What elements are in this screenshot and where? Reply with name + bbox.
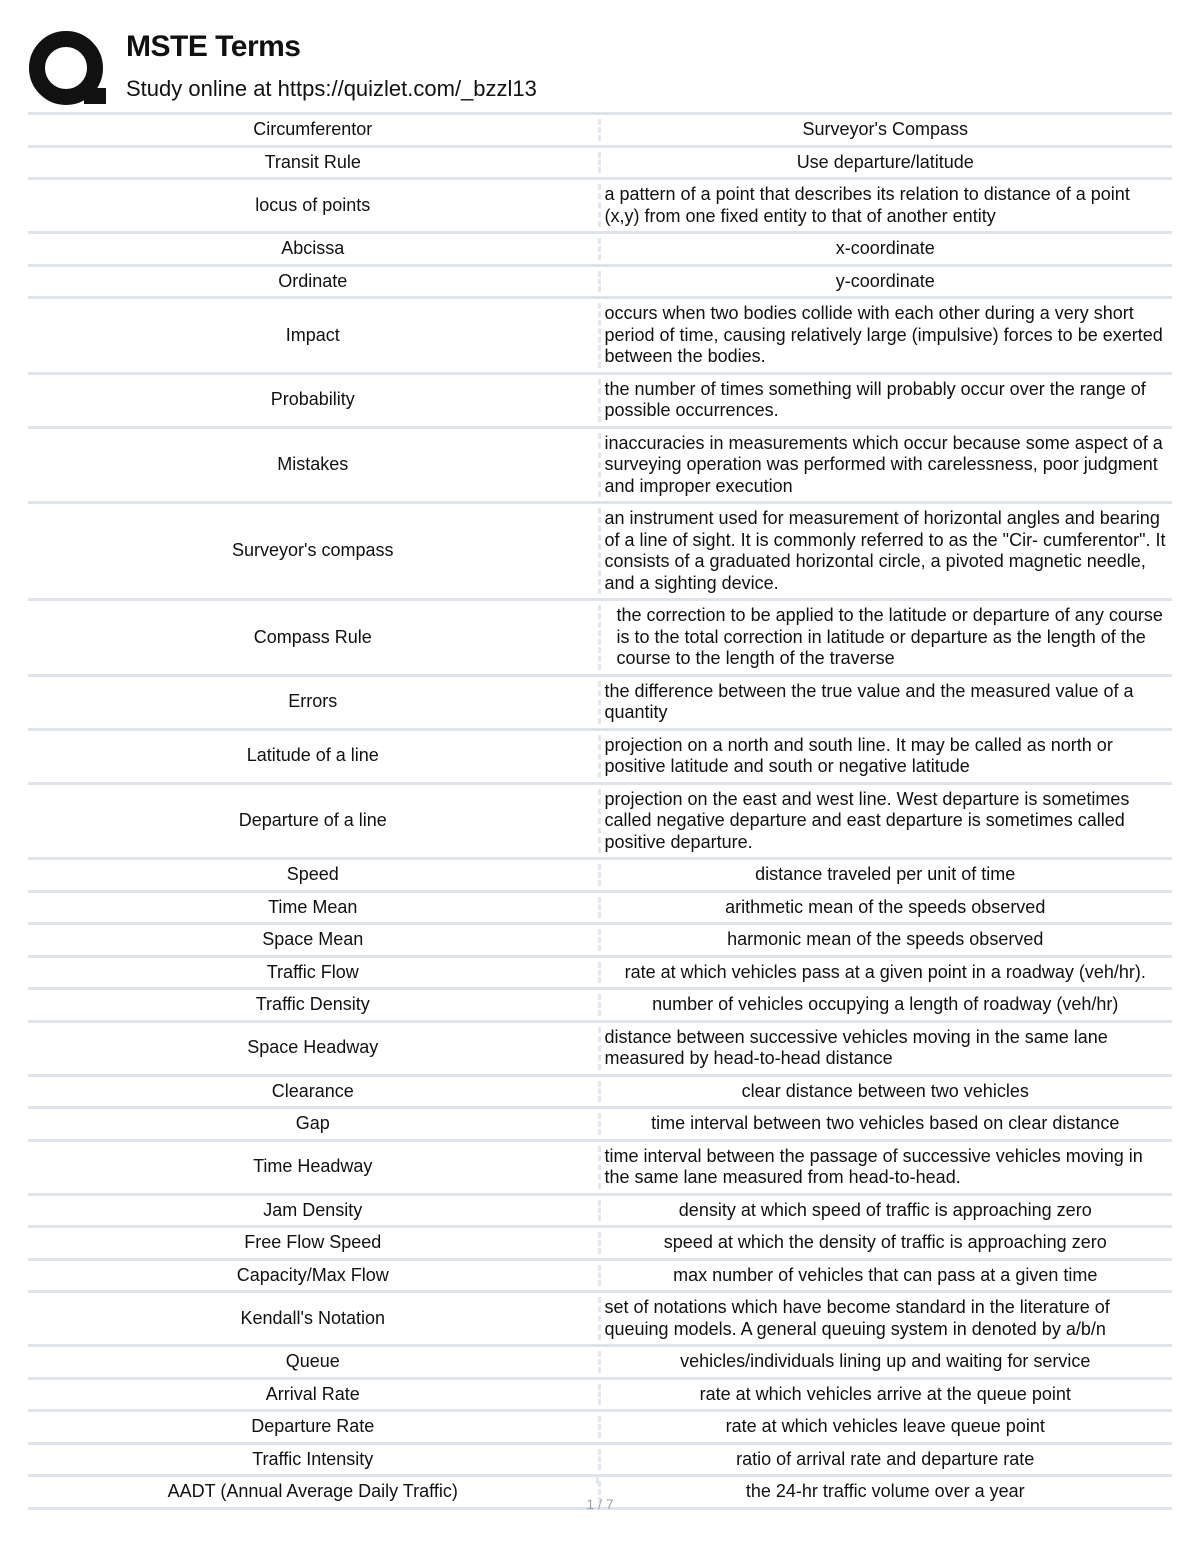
definition-text: occurs when two bodies collide with each other during a very short period of time, causing relatively large (impulsive) forces to be exerted between the bodies.	[604, 303, 1163, 366]
definition-text: distance traveled per unit of time	[755, 864, 1016, 884]
term-cell: Arrival Rate	[265, 1383, 360, 1404]
definition-cell	[601, 1347, 1173, 1377]
definition-cell	[601, 1380, 1173, 1410]
term-row	[28, 1293, 1172, 1347]
term-row	[28, 1412, 1172, 1445]
definition-cell	[601, 299, 1173, 372]
term-cell: Mistakes	[277, 454, 349, 474]
term-cell: Traffic Density	[255, 994, 370, 1014]
term-cell: Traffic Flow	[266, 961, 359, 982]
document-header	[28, 28, 1188, 110]
term-cell: Time Headway	[253, 1156, 373, 1177]
definition-text: projection on the east and west line. West departure is sometimes called negative departure and east departure is sometimes called positive departure.	[604, 788, 1130, 852]
definition-cell	[601, 1261, 1173, 1291]
page-title: MSTE Terms	[126, 30, 301, 63]
definition-cell	[601, 267, 1173, 297]
definition-text: a pattern of a point that describes its relation to distance of a point (x,y) from one fixed entity to that of another entity	[604, 184, 1130, 226]
definition-cell	[601, 1023, 1173, 1074]
study-online-link[interactable]: Study online at https://quizlet.com/_bzzl13	[126, 76, 537, 101]
definition-cell	[601, 1412, 1173, 1442]
definition-cell	[601, 1142, 1173, 1193]
definition-cell	[601, 1077, 1173, 1107]
definition-text: max number of vehicles that can pass at a given time	[673, 1264, 1098, 1285]
definition-cell	[601, 601, 1173, 674]
term-cell: AADT (Annual Average Daily Traffic)	[167, 1481, 458, 1501]
column-separator-tail	[596, 1476, 602, 1484]
term-row	[28, 1228, 1172, 1261]
definition-cell	[601, 990, 1173, 1020]
term-row	[28, 1380, 1172, 1413]
definition-cell	[601, 731, 1173, 782]
term-row	[28, 1347, 1172, 1380]
term-cell: Probability	[270, 389, 355, 410]
term-cell: Capacity/Max Flow	[236, 1264, 389, 1285]
definition-cell	[601, 429, 1173, 502]
definition-text: harmonic mean of the speeds observed	[727, 929, 1044, 949]
term-cell: Jam Density	[263, 1199, 363, 1220]
term-row	[28, 925, 1172, 958]
definition-text: rate at which vehicles pass at a given point in a roadway (veh/hr).	[624, 961, 1146, 982]
definition-text: time interval between two vehicles based on clear distance	[651, 1113, 1120, 1133]
term-cell: Free Flow Speed	[244, 1232, 382, 1252]
term-cell: Space Mean	[262, 929, 364, 949]
term-cell: Departure of a line	[238, 810, 387, 830]
definition-text: the correction to be applied to the latitude or departure of any course is to the total correction in latitude or departure as the length of the course to the length of the traverse	[616, 605, 1163, 668]
definition-cell	[601, 148, 1173, 178]
definition-cell	[601, 1196, 1173, 1226]
term-cell: Abcissa	[281, 238, 345, 258]
term-cell: Transit Rule	[264, 151, 361, 172]
term-row	[28, 860, 1172, 893]
term-cell: Surveyor's compass	[232, 540, 394, 561]
definition-cell	[601, 677, 1173, 728]
definition-text: distance between successive vehicles moving in the same lane measured by head-to-head distance	[604, 1026, 1108, 1068]
term-row	[28, 731, 1172, 785]
definition-text: number of vehicles occupying a length of roadway (veh/hr)	[652, 994, 1119, 1014]
term-cell: Errors	[288, 691, 338, 712]
definition-cell	[601, 504, 1173, 598]
term-cell: Space Headway	[247, 1037, 379, 1058]
definition-cell	[601, 375, 1173, 426]
term-row	[28, 1023, 1172, 1077]
term-row	[28, 180, 1172, 234]
definition-text: projection on a north and south line. It may be called as north or positive latitude and south or negative latitude	[604, 734, 1113, 776]
definition-text: ratio of arrival rate and departure rate	[736, 1448, 1035, 1469]
term-cell: Departure Rate	[251, 1416, 375, 1436]
definition-text: speed at which the density of traffic is approaching zero	[663, 1232, 1107, 1252]
definition-cell	[601, 785, 1173, 858]
term-row	[28, 148, 1172, 181]
definition-cell	[601, 860, 1173, 890]
definition-cell	[601, 958, 1173, 988]
term-cell: Queue	[285, 1351, 340, 1371]
term-row	[28, 234, 1172, 267]
definition-text: the number of times something will probably occur over the range of possible occurrences.	[604, 378, 1146, 420]
term-row	[28, 677, 1172, 731]
term-row	[28, 267, 1172, 300]
definition-text: density at which speed of traffic is approaching zero	[678, 1199, 1092, 1220]
definition-cell	[601, 1293, 1173, 1344]
term-cell: Clearance	[271, 1080, 354, 1101]
definition-cell	[601, 925, 1173, 955]
term-cell: Kendall's Notation	[240, 1307, 386, 1328]
definition-text: set of notations which have become standard in the literature of queuing models. A general queuing system in denoted by a/b/n	[604, 1297, 1110, 1339]
term-cell: Impact	[285, 324, 340, 345]
term-cell: Speed	[286, 864, 339, 884]
term-cell: Circumferentor	[253, 119, 373, 139]
term-cell: Ordinate	[278, 270, 348, 291]
term-row	[28, 1077, 1172, 1110]
quizlet-logo-icon	[28, 30, 108, 110]
term-row	[28, 1196, 1172, 1229]
definition-text: the 24-hr traffic volume over a year	[745, 1481, 1025, 1501]
definition-text: x-coordinate	[835, 238, 935, 258]
term-row	[28, 990, 1172, 1023]
term-cell: Latitude of a line	[246, 745, 379, 766]
definition-text: the difference between the true value and the measured value of a quantity	[604, 680, 1134, 722]
definition-text: Surveyor's Compass	[802, 119, 968, 139]
definition-text: rate at which vehicles arrive at the queue point	[699, 1383, 1071, 1404]
term-row	[28, 1109, 1172, 1142]
definition-text: time interval between the passage of successive vehicles moving in the same lane measured from head-to-head.	[604, 1145, 1143, 1187]
definition-cell	[601, 234, 1173, 264]
definition-text: an instrument used for measurement of horizontal angles and bearing of a line of sight. It is commonly referred to as the "Cir- cumferentor". It consists of a graduated horizontal circle, a pivoted magnetic needle, and a sighting device.	[604, 508, 1166, 593]
term-cell: Traffic Intensity	[252, 1448, 374, 1469]
term-cell: Time Mean	[268, 896, 358, 917]
page-number: 1 / 7	[586, 1496, 614, 1512]
term-row	[28, 1142, 1172, 1196]
term-row	[28, 1261, 1172, 1294]
definition-text: y-coordinate	[835, 270, 935, 291]
definition-cell	[601, 1228, 1173, 1258]
term-row	[28, 785, 1172, 861]
term-row	[28, 299, 1172, 375]
term-row	[28, 504, 1172, 601]
definition-text: Use departure/latitude	[796, 151, 974, 172]
definition-text: clear distance between two vehicles	[741, 1080, 1029, 1101]
term-row	[28, 601, 1172, 677]
definition-cell	[601, 115, 1173, 145]
definition-text: vehicles/individuals lining up and waiting for service	[680, 1351, 1091, 1371]
definition-text: arithmetic mean of the speeds observed	[725, 896, 1046, 917]
term-cell: locus of points	[255, 194, 371, 215]
term-row	[28, 115, 1172, 148]
term-row	[28, 893, 1172, 926]
term-row	[28, 1445, 1172, 1478]
term-cell: Compass Rule	[253, 626, 372, 647]
term-row	[28, 958, 1172, 991]
term-row	[28, 375, 1172, 429]
term-row	[28, 429, 1172, 505]
definition-cell	[601, 1445, 1173, 1475]
term-cell: Gap	[295, 1113, 330, 1133]
definition-cell	[601, 893, 1173, 923]
definition-cell	[601, 1109, 1173, 1139]
definition-text: rate at which vehicles leave queue point	[725, 1416, 1045, 1436]
definition-cell	[601, 180, 1173, 231]
terms-table	[28, 112, 1172, 1510]
definition-text: inaccuracies in measurements which occur because some aspect of a surveying operation was performed with carelessness, poor judgment and improper execution	[604, 432, 1163, 496]
